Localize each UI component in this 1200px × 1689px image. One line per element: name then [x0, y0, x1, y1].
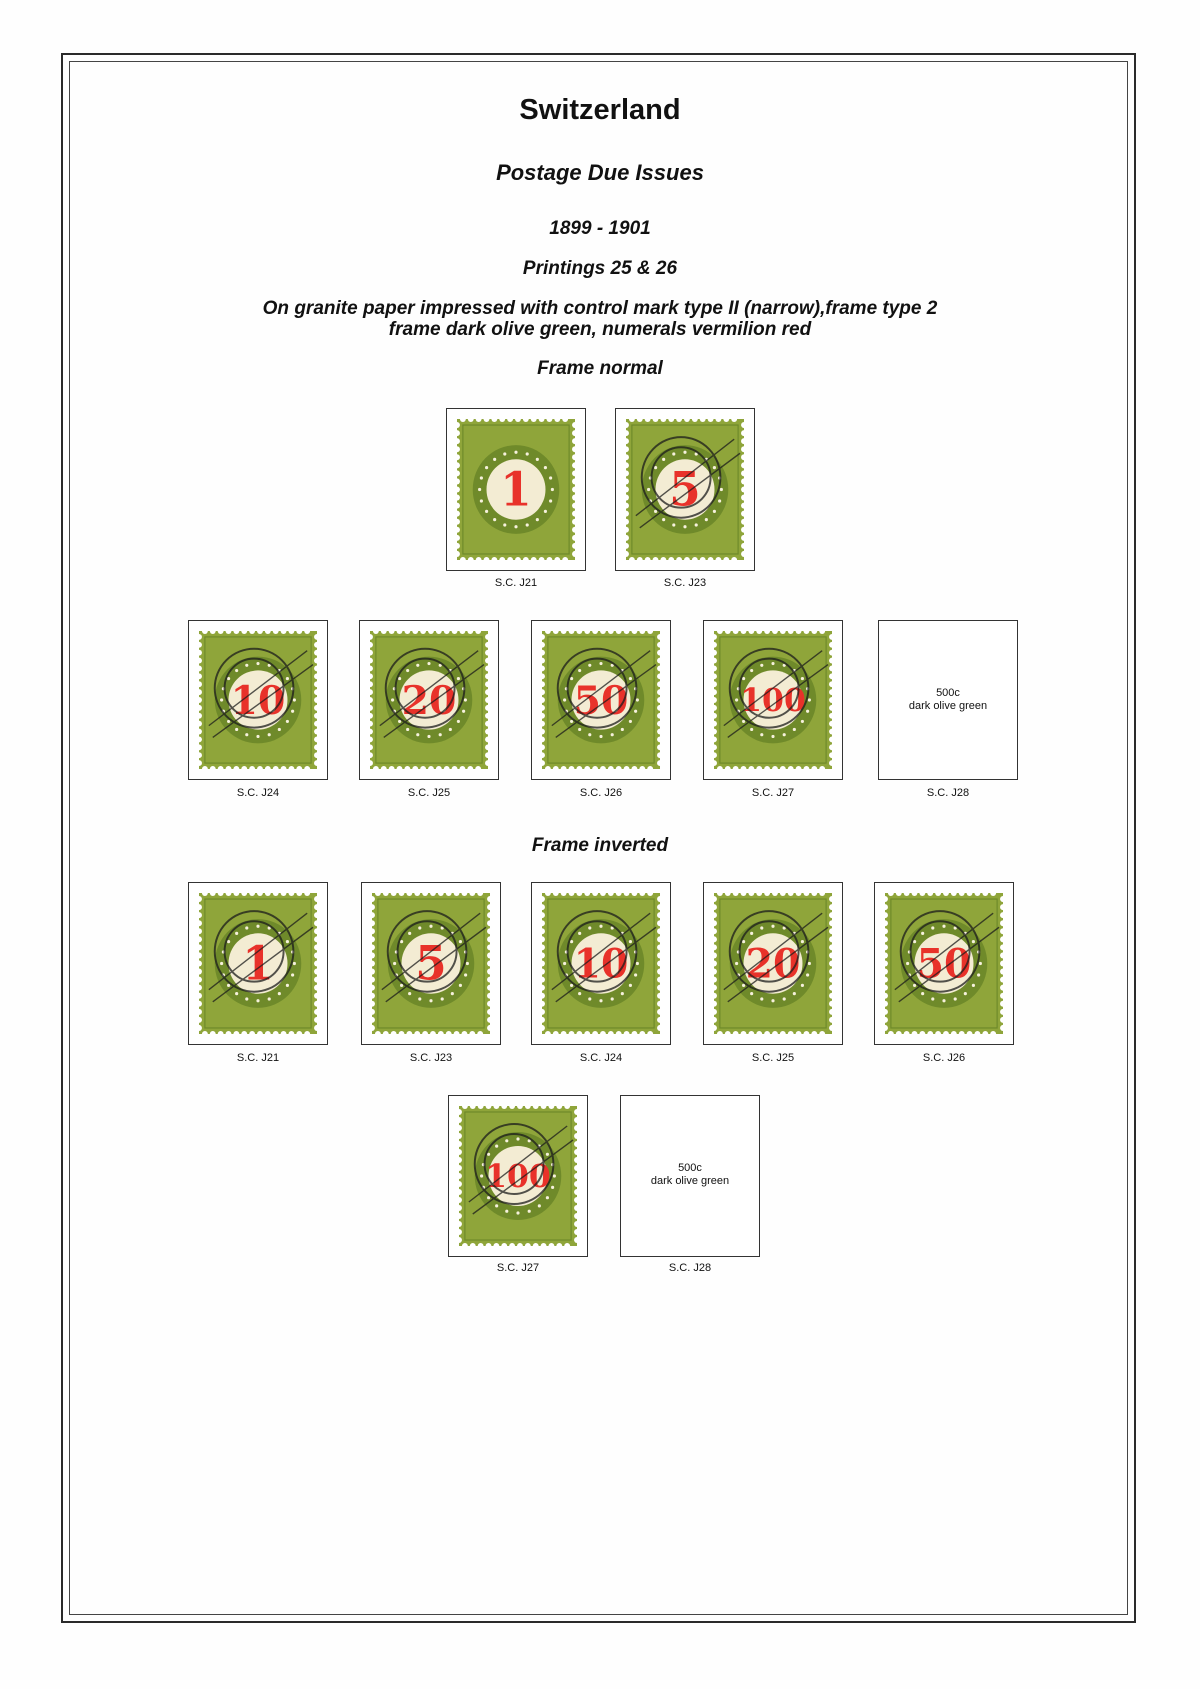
stamp-mount[interactable]	[361, 882, 501, 1045]
section-heading-frame-inverted: Frame inverted	[531, 835, 669, 856]
stamp-mount[interactable]	[446, 408, 586, 571]
stamp	[199, 631, 317, 769]
placeholder-color: dark olive green	[908, 700, 988, 712]
svg-text:10: 10	[230, 677, 286, 724]
stamp	[372, 893, 490, 1034]
svg-text:50: 50	[916, 941, 972, 988]
empty-stamp-space[interactable]	[878, 620, 1018, 780]
stamp-caption: S.C. J24	[579, 1052, 623, 1064]
stamp	[457, 419, 575, 560]
stamp-mount[interactable]	[703, 882, 843, 1045]
stamp-caption: S.C. J21	[236, 1052, 280, 1064]
printings-label: Printings 25 & 26	[522, 258, 678, 279]
stamp-caption: S.C. J25	[751, 1052, 795, 1064]
svg-text:5: 5	[415, 936, 447, 991]
stamp	[626, 419, 744, 560]
stamp-mount[interactable]	[448, 1095, 588, 1257]
stamp-caption: S.C. J21	[494, 577, 538, 589]
empty-stamp-space[interactable]	[620, 1095, 760, 1257]
stamp	[459, 1106, 577, 1246]
svg-text:5: 5	[669, 462, 701, 517]
svg-text:1: 1	[500, 462, 532, 517]
stamp-caption: S.C. J25	[407, 787, 451, 799]
stamp-caption: S.C. J26	[579, 787, 623, 799]
stamp-mount[interactable]	[531, 882, 671, 1045]
page-subtitle: Postage Due Issues	[496, 160, 704, 185]
stamp-caption: S.C. J26	[922, 1052, 966, 1064]
stamp-caption: S.C. J23	[409, 1052, 453, 1064]
stamp	[714, 631, 832, 769]
stamp-mount[interactable]	[531, 620, 671, 780]
description-line-1: On granite paper impressed with control mark type II (narrow),frame type 2	[262, 298, 938, 319]
stamp-caption: S.C. J28	[668, 1262, 712, 1274]
placeholder-denomination: 500c	[678, 1162, 702, 1174]
stamp	[542, 631, 660, 769]
stamp-mount[interactable]	[874, 882, 1014, 1045]
stamp-mount[interactable]	[188, 620, 328, 780]
stamp	[199, 893, 317, 1034]
svg-text:100: 100	[485, 1157, 551, 1196]
stamp-mount[interactable]	[615, 408, 755, 571]
issue-description	[0, 298, 1200, 340]
section-heading-frame-normal: Frame normal	[537, 358, 663, 379]
stamp-caption: S.C. J27	[751, 787, 795, 799]
stamp-caption: S.C. J23	[663, 577, 707, 589]
stamp	[885, 893, 1003, 1034]
stamp	[714, 893, 832, 1034]
stamp-caption: S.C. J27	[496, 1262, 540, 1274]
stamp-mount[interactable]	[359, 620, 499, 780]
stamp	[370, 631, 488, 769]
svg-text:50: 50	[573, 677, 629, 724]
svg-text:1: 1	[242, 936, 274, 991]
svg-text:20: 20	[745, 941, 801, 988]
stamp-mount[interactable]	[703, 620, 843, 780]
svg-text:10: 10	[573, 941, 629, 988]
stamp-mount[interactable]	[188, 882, 328, 1045]
stamp	[542, 893, 660, 1034]
placeholder-denomination: 500c	[936, 687, 960, 699]
stamp-caption: S.C. J24	[236, 787, 280, 799]
svg-text:20: 20	[401, 677, 457, 724]
page-title: Switzerland	[519, 94, 681, 126]
placeholder-color: dark olive green	[650, 1175, 730, 1187]
stamp-caption: S.C. J28	[926, 787, 970, 799]
description-line-2: frame dark olive green, numerals vermilion red	[388, 319, 812, 340]
svg-text:100: 100	[740, 682, 806, 720]
issue-years: 1899 - 1901	[549, 218, 651, 239]
